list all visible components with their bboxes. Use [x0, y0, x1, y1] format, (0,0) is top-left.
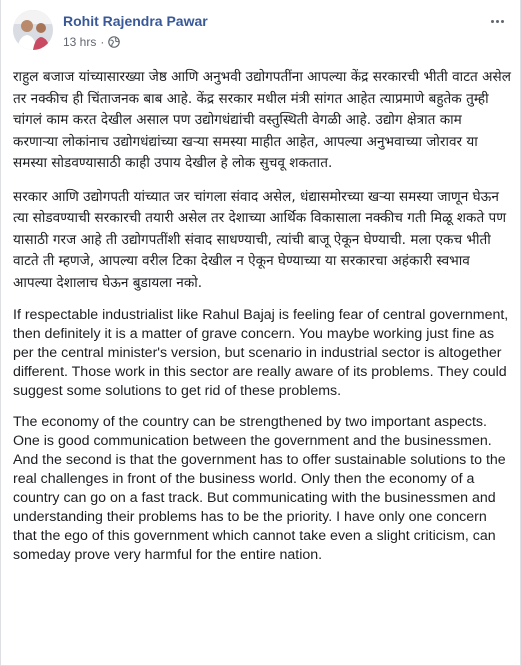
more-dot: [496, 20, 499, 23]
post-paragraph-english-2: The economy of the country can be strengthened by two important aspects. One is good communication between the government and the businessmen. And the second is that the government has to offer sustainable solutions to the real challenges in front of the business world. Only then the economy of a country can go on a fast track. But communicating with the businessmen and understanding their problems has to be the priority. I have only one concern that the ego of this government which cannot take even a slight criticism, can someday prove very harmful for the entire nation.: [13, 414, 506, 563]
author-name[interactable]: Rohit Rajendra Pawar: [63, 13, 208, 29]
post-timestamp[interactable]: 13 hrs: [63, 35, 97, 49]
more-options-icon[interactable]: [486, 14, 508, 28]
post-header: [1, 0, 520, 64]
author-avatar[interactable]: [13, 10, 53, 50]
post-meta: [63, 35, 120, 49]
post-body: [13, 67, 511, 577]
post-paragraph-marathi-1: राहुल बजाज यांच्यासारख्या जेष्ठ आणि अनुभवी उद्योगपतींना आपल्या केंद्र सरकारची भीती वाटत असेल तर नक्कीच ही चिंताजनक बाब आहे. केंद्र सरकार मधील मंत्री सांगत आहेत त्याप्रमाणे बहुतेक तुम्ही चांगलं काम करत देखील असाल पण उद्योगधंद्यांची वस्तुस्थिती वेगळी आहे. उद्योग क्षेत्रात काम करणाऱ्या लोकांनाच उद्योगधंद्यांच्या खऱ्या समस्या माहीत आहेत, आपल्या अनुभवाच्या जोरावर या समस्या सोडवण्यासाठी काही उपाय देखील हे लोक सुचवू शकतात.: [13, 69, 511, 171]
post-paragraph-marathi-2: सरकार आणि उद्योगपती यांच्यात जर चांगला संवाद असेल, धंद्यासमोरच्या खऱ्या समस्या जाणून घेऊन त्या सोडवण्याची सरकारची तयारी असेल तर देशाच्या आर्थिक विकासाला नक्कीच गती मिळू शकते पण यासाठी गरज आहे ती उद्योगपतींशी संवाद साधण्याची, त्यांची बाजू ऐकून घेण्याची. मला एकच भीती वाटते ती म्हणजे, आपल्या वरील टिका देखील न ऐकून घेण्याच्या या सरकारचा अहंकारी स्वभाव आपल्या देशालाच घेऊन बुडायला नको.: [13, 188, 507, 291]
more-dot: [491, 20, 494, 23]
meta-separator: ·: [100, 35, 105, 49]
more-dot: [501, 20, 504, 23]
globe-icon[interactable]: [108, 36, 120, 48]
post-paragraph-english-1: If respectable industrialist like Rahul Bajaj is feeling fear of central government, then definitely it is a matter of grave concern. You maybe working just fine as per the central minister's version, but scenario in industrial sector is altogether different. Those work in this sector are really aware of its problems. They could suggest some solutions to get rid of these problems.: [13, 307, 509, 399]
